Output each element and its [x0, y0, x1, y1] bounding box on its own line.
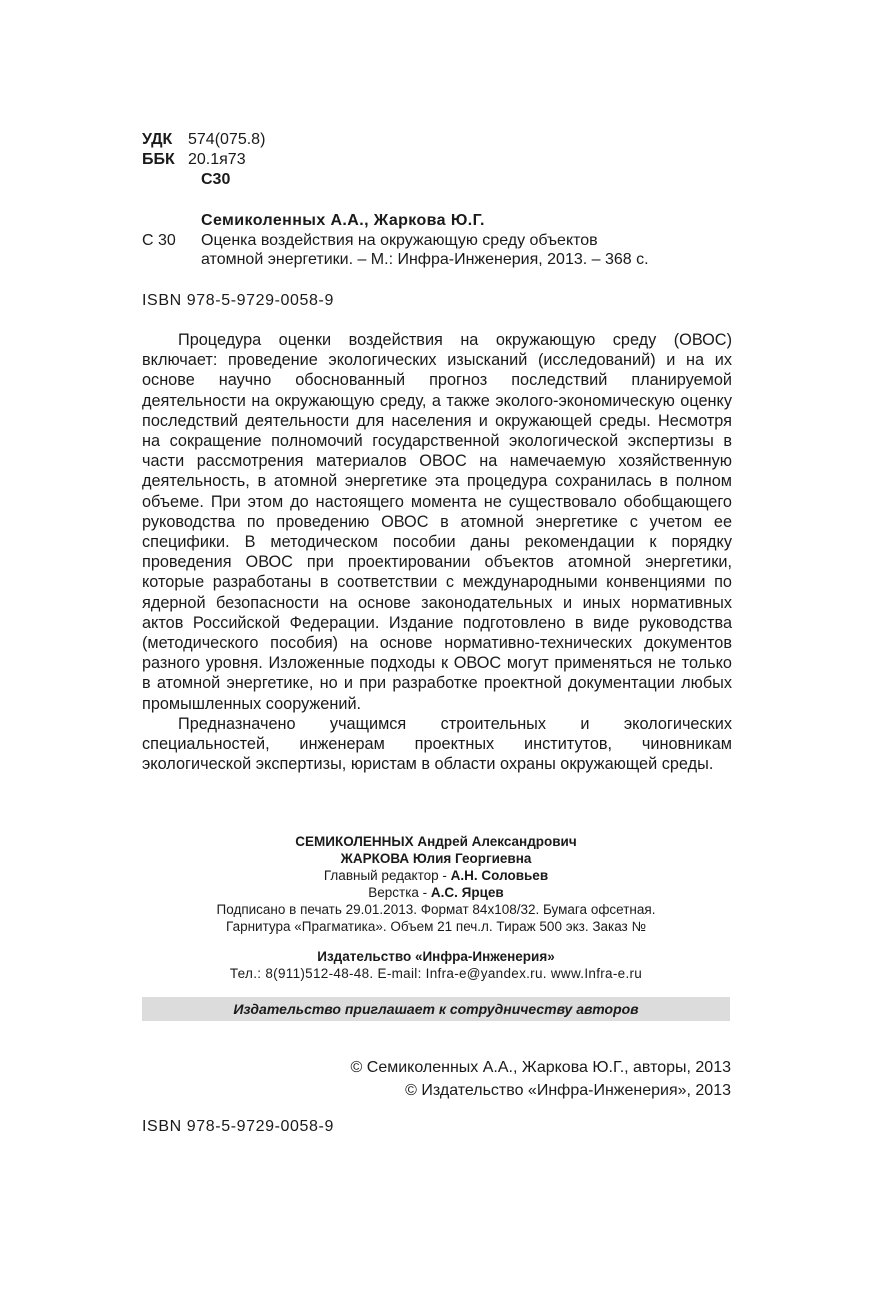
copyright-publisher: © Издательство «Инфра-Инженерия», 2013 [405, 1082, 731, 1099]
author-sign [201, 170, 230, 190]
bbk-line [142, 150, 246, 170]
author1-surname: СЕМИКОЛЕННЫХ [295, 834, 414, 849]
publisher-name: Издательство «Инфра-Инженерия» [317, 949, 555, 964]
layout-label: Верстка - [368, 885, 431, 900]
publisher-block [142, 948, 730, 982]
layout-name: А.С. Ярцев [430, 885, 504, 900]
author1-name: Андрей Александрович [413, 834, 577, 849]
imprint-layout [142, 884, 730, 901]
chief-editor-name: А.Н. Соловьев [450, 868, 549, 883]
annotation-paragraph-2: Предназначено учащимся строительных и экологических специальностей, инженерам проектных институтов, чиновникам экологической экспертизы, юристам в области охраны окружающей среды. [142, 714, 732, 774]
bbk-label: ББК [142, 151, 175, 168]
author-sign-text: С30 [201, 171, 231, 188]
card-authors: Семиколенных А.А., Жаркова Ю.Г. [201, 212, 485, 229]
imprint-author1 [142, 833, 730, 850]
udk-line [142, 130, 265, 150]
author2-surname: ЖАРКОВА [340, 851, 410, 866]
imprint-print-details: Гарнитура «Прагматика». Объем 21 печ.л. Тираж 500 экз. Заказ № [226, 919, 646, 934]
copyright-authors: © Семиколенных А.А., Жаркова Ю.Г., авторы, 2013 [350, 1059, 731, 1076]
imprint-print-info: Подписано в печать 29.01.2013. Формат 84x108/32. Бумага офсетная. [216, 902, 656, 917]
card-isbn: ISBN 978-5-9729-0058-9 [142, 292, 334, 309]
author-invitation-banner: Издательство приглашает к сотрудничеству авторов [142, 997, 730, 1021]
bbk-value: 20.1я73 [188, 151, 246, 168]
imprint-author2 [142, 850, 730, 867]
udk-value: 574(075.8) [188, 131, 266, 148]
annotation [142, 330, 732, 774]
card-title-line2: атомной энергетики. – М.: Инфра-Инженерия, 2013. – 368 с. [201, 251, 649, 268]
udk-label: УДК [142, 131, 173, 148]
imprint [142, 833, 730, 935]
imprint-chief-editor [142, 867, 730, 884]
bottom-isbn: ISBN 978-5-9729-0058-9 [142, 1118, 334, 1135]
author2-name: Юлия Георгиевна [409, 851, 532, 866]
chief-editor-label: Главный редактор - [323, 868, 451, 883]
publisher-contacts: Тел.: 8(911)512-48-48. E-mail: Infra-e@yandex.ru. www.Infra-e.ru [229, 966, 643, 981]
card-title-line1: Оценка воздействия на окружающую среду объектов [201, 232, 598, 249]
shelf-code: С 30 [142, 232, 176, 249]
annotation-paragraph-1: Процедура оценки воздействия на окружающую среду (ОВОС) включает: проведение экологических изысканий (исследований) и на их основе научно обоснованный прогноз последствий планируемой деятельности на окружающую среду, а также эколого-экономическую оценку последствий деятельности для населения и окружающей среды. Несмотря на сокращение полномочий государственной экологической экспертизы в части рассмотрения материалов ОВОС на намечаемую хозяйственную деятельность, в атомной энергетике эта процедура сохранилась в полном объеме. При этом до настоящего момента не существовало обобщающего руководства по проведению ОВОС в атомной энергетике с учетом ее специфики. В методическом пособии даны рекомендации к порядку проведения ОВОС при проектировании объектов атомной энергетики, которые разработаны в соответствии с международными конвенциями по ядерной безопасности на основе законодательных и иных нормативных актов Российской Федерации. Издание подготовлено в виде руководства (методического пособия) на основе нормативно-технических документов разного уровня. Изложенные подходы к ОВОС могут применяться не только в атомной энергетике, но и при разработке проектной документации любых промышленных сооружений. [142, 331, 732, 713]
